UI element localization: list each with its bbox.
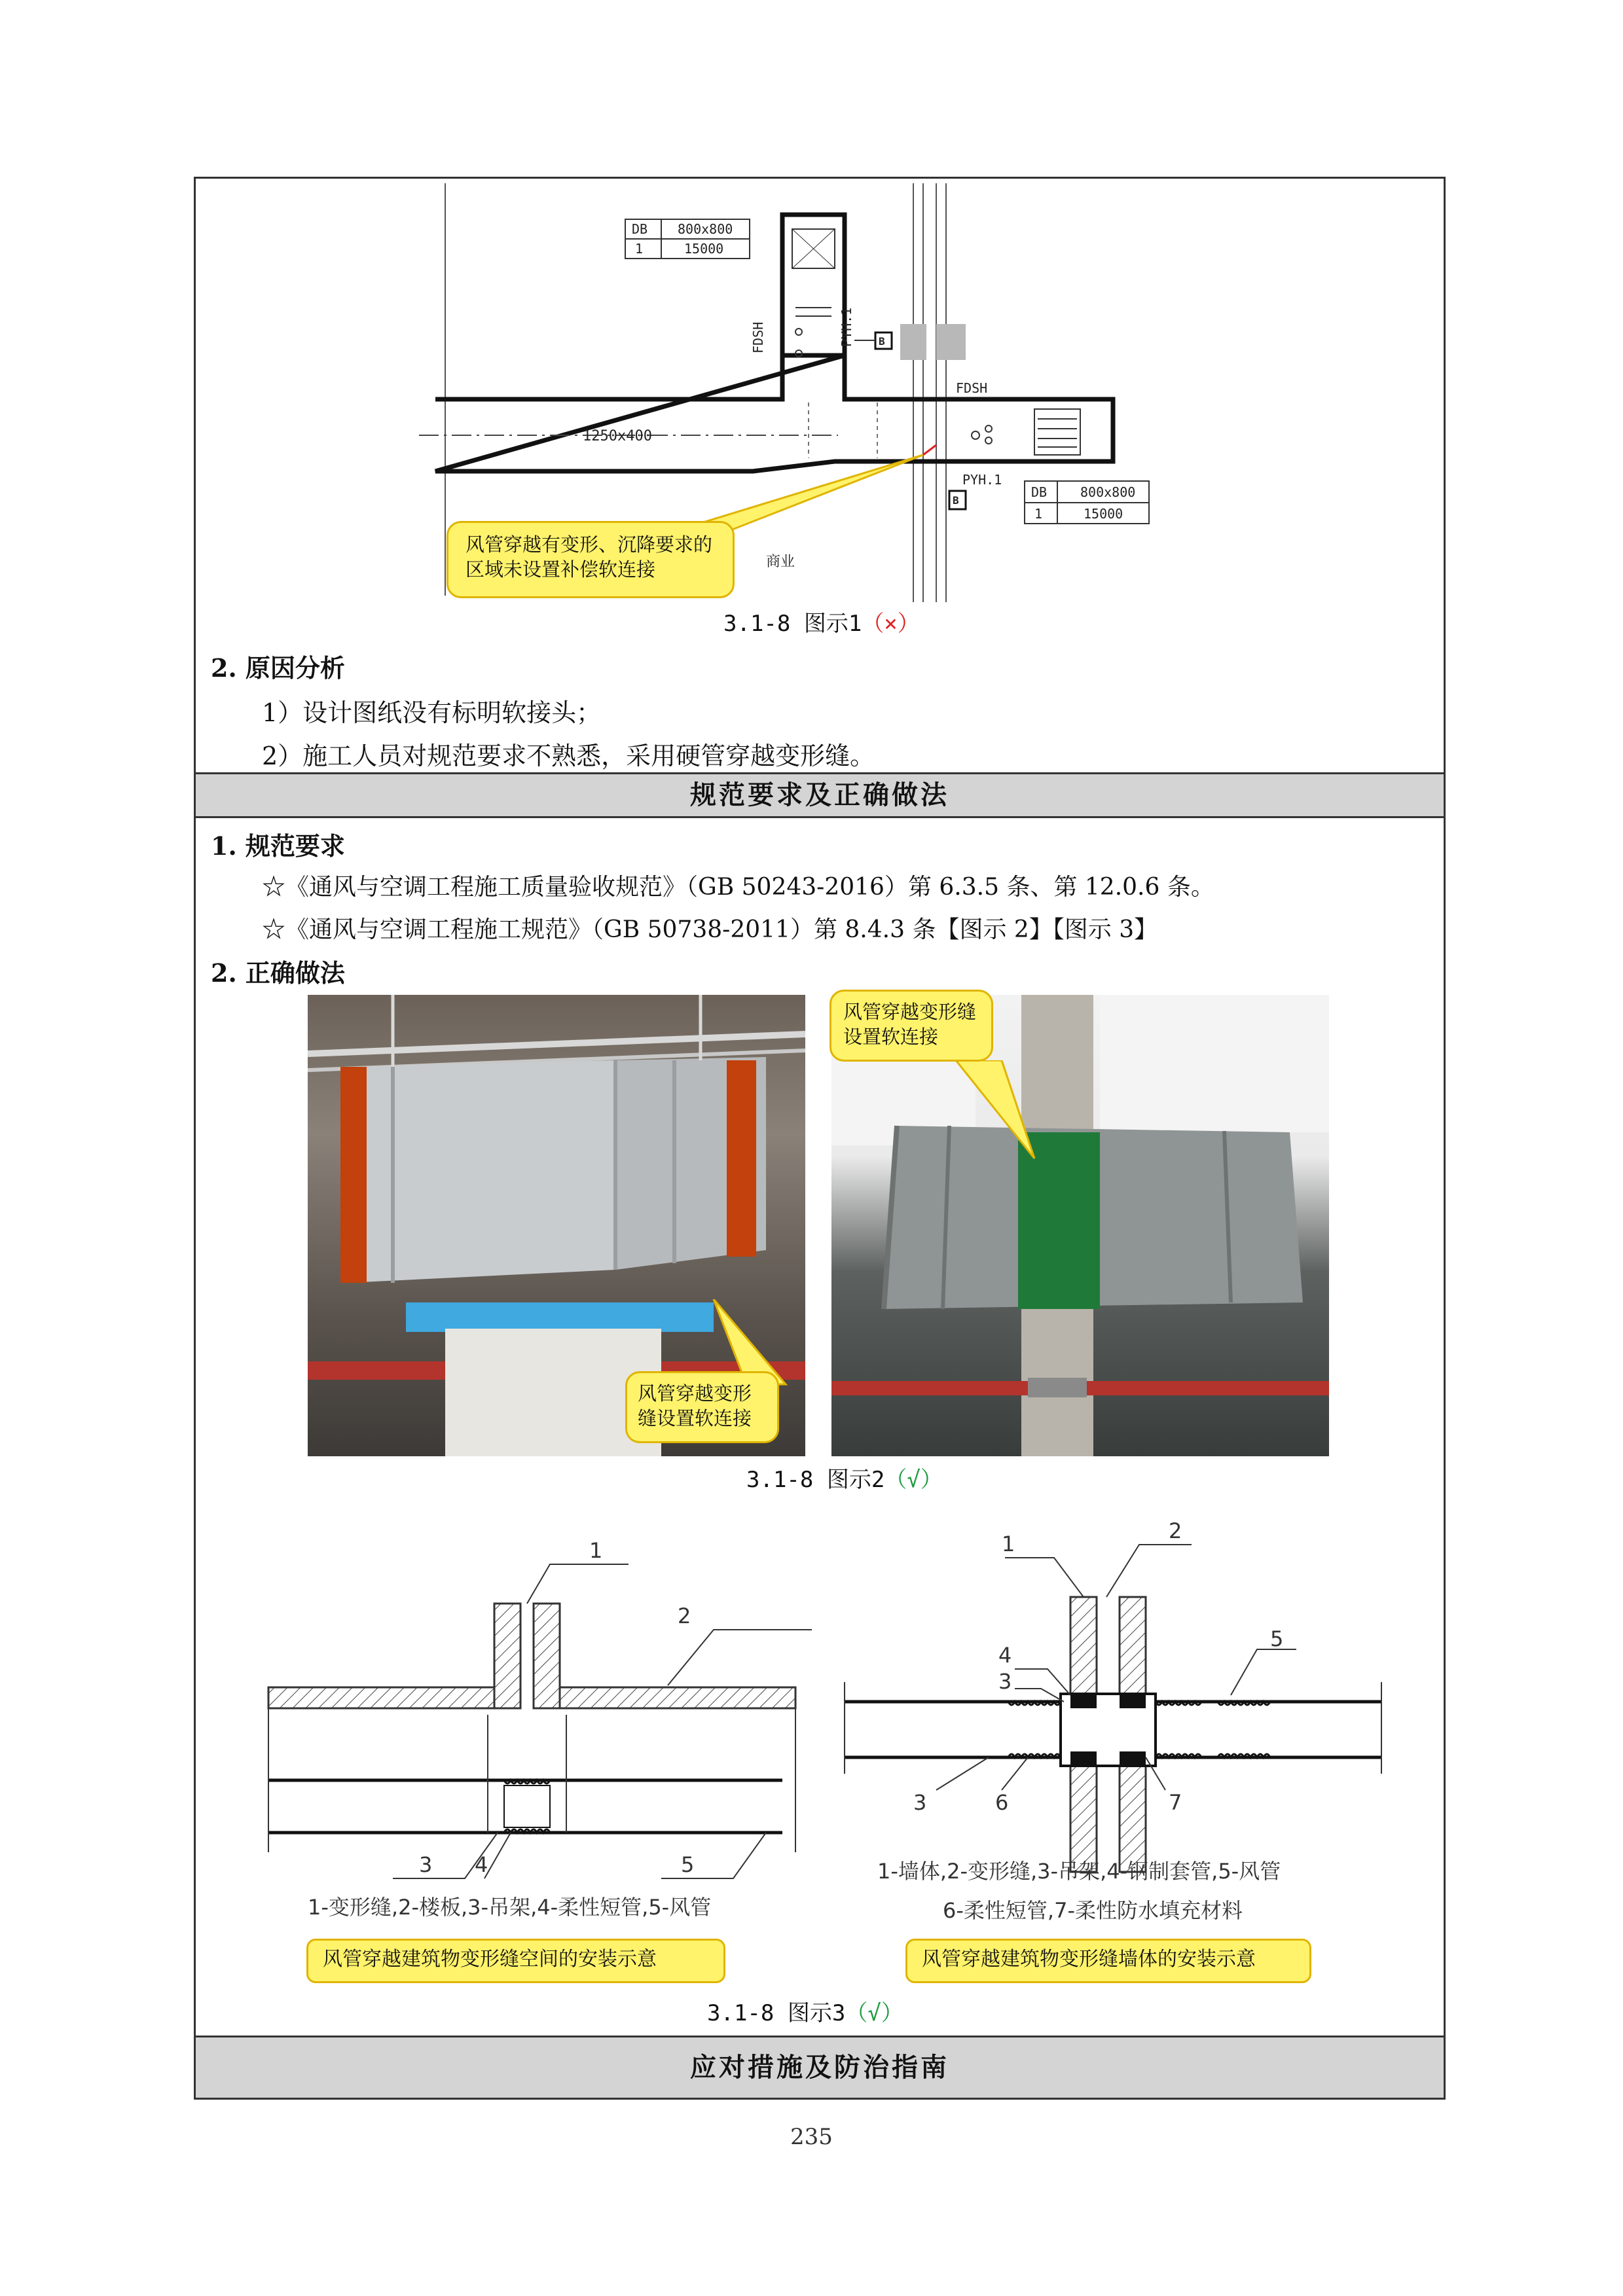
page-number: 235 — [790, 2124, 833, 2150]
db-top-v1: 1 — [635, 241, 644, 257]
zone-label: 商业 — [766, 554, 795, 570]
right-legend-2: 6-柔性短管,7-柔性防水填充材料 — [943, 1898, 1243, 1923]
cause-heading: 2. 原因分析 — [211, 653, 345, 683]
db-bottom-v1: 1 — [1034, 506, 1043, 522]
spec-item-1: ☆《通风与空调工程施工质量验收规范》（GB 50243-2016）第 6.3.5 条、第 12.0.6 条。 — [262, 874, 1214, 901]
left-num-2: 2 — [678, 1604, 691, 1628]
right-num-2: 2 — [1169, 1518, 1182, 1543]
fdsh-label-left: FDSH — [750, 321, 766, 353]
photo-right-callout: 风管穿越变形缝设置软连接 — [830, 990, 993, 1062]
figure2-caption-mark: （√） — [884, 1467, 943, 1493]
fdsh-label-right: FDSH — [956, 380, 988, 396]
figure1-callout: 风管穿越有变形、沉降要求的区域未设置补偿软连接 — [447, 521, 735, 598]
figure3-caption — [707, 1995, 903, 2027]
figure2-caption — [746, 1462, 943, 1494]
figure3-left-banner: 风管穿越建筑物变形缝空间的安装示意 — [306, 1939, 725, 1983]
duct-size-label: 1250x400 — [583, 428, 652, 444]
db-bottom-v2: 15000 — [1084, 506, 1123, 522]
cause-item-2: 2）施工人员对规范要求不熟悉，采用硬管穿越变形缝。 — [262, 742, 875, 770]
b-tag-top: B — [879, 335, 885, 348]
left-num-1: 1 — [589, 1538, 603, 1563]
db-table-bottom — [1025, 481, 1149, 524]
db-top-v2: 15000 — [684, 241, 724, 257]
right-num-4: 4 — [998, 1643, 1012, 1668]
left-num-5: 5 — [681, 1852, 695, 1877]
cause-item-1: 1）设计图纸没有标明软接头； — [262, 698, 602, 727]
photo-right — [831, 995, 1329, 1456]
right-legend-1: 1-墙体,2-变形缝,3-吊架,4-钢制套管,5-风管 — [877, 1859, 1281, 1884]
photo-right-callout-pointer — [943, 1060, 1074, 1165]
figure2-caption-text: 3.1-8 图示2 — [746, 1467, 885, 1493]
figure1-caption-text: 3.1-8 图示1 — [723, 611, 862, 637]
photo-left-callout: 风管穿越变形缝设置软连接 — [625, 1371, 779, 1443]
figure3-left-diagram — [262, 1492, 812, 1924]
db-top-h1: DB — [632, 221, 648, 237]
spec-heading: 1. 规范要求 — [211, 831, 345, 861]
section-measures-bar: 应对措施及防治指南 — [196, 2037, 1444, 2098]
pyh-label-top: PYH.1 — [839, 307, 854, 347]
right-num-5: 5 — [1270, 1626, 1284, 1651]
right-num-7: 7 — [1169, 1790, 1182, 1815]
db-top-h2: 800x800 — [678, 221, 733, 237]
right-num-3a: 3 — [998, 1669, 1012, 1694]
figure3-caption-text: 3.1-8 图示3 — [707, 2000, 846, 2026]
figure3-caption-mark: （√） — [845, 2000, 903, 2026]
db-bottom-h1: DB — [1031, 484, 1048, 500]
right-num-6: 6 — [995, 1790, 1009, 1815]
db-bottom-h2: 800x800 — [1080, 484, 1136, 500]
figure1-caption-mark: （×） — [862, 611, 920, 637]
right-num-1: 1 — [1002, 1532, 1015, 1556]
figure3-right-banner: 风管穿越建筑物变形缝墙体的安装示意 — [905, 1939, 1311, 1983]
divider — [194, 816, 1446, 818]
pyh-label-bottom: PYH.1 — [962, 472, 1002, 488]
photo-right-illustration — [831, 995, 1329, 1456]
left-num-3: 3 — [419, 1852, 433, 1877]
left-legend: 1-变形缝,2-楼板,3-吊架,4-柔性短管,5-风管 — [308, 1895, 712, 1920]
correct-heading: 2. 正确做法 — [211, 958, 345, 988]
left-num-4: 4 — [475, 1852, 488, 1877]
spec-item-2: ☆《通风与空调工程施工规范》（GB 50738-2011）第 8.4.3 条【图示 2】【图示 3】 — [262, 916, 1158, 943]
section-spec-bar: 规范要求及正确做法 — [196, 774, 1444, 816]
db-table-top — [625, 219, 750, 259]
figure1-caption — [723, 605, 920, 637]
figure3-right-diagram — [838, 1499, 1414, 1931]
right-num-3b: 3 — [913, 1790, 927, 1815]
b-tag-bottom: B — [953, 494, 959, 507]
